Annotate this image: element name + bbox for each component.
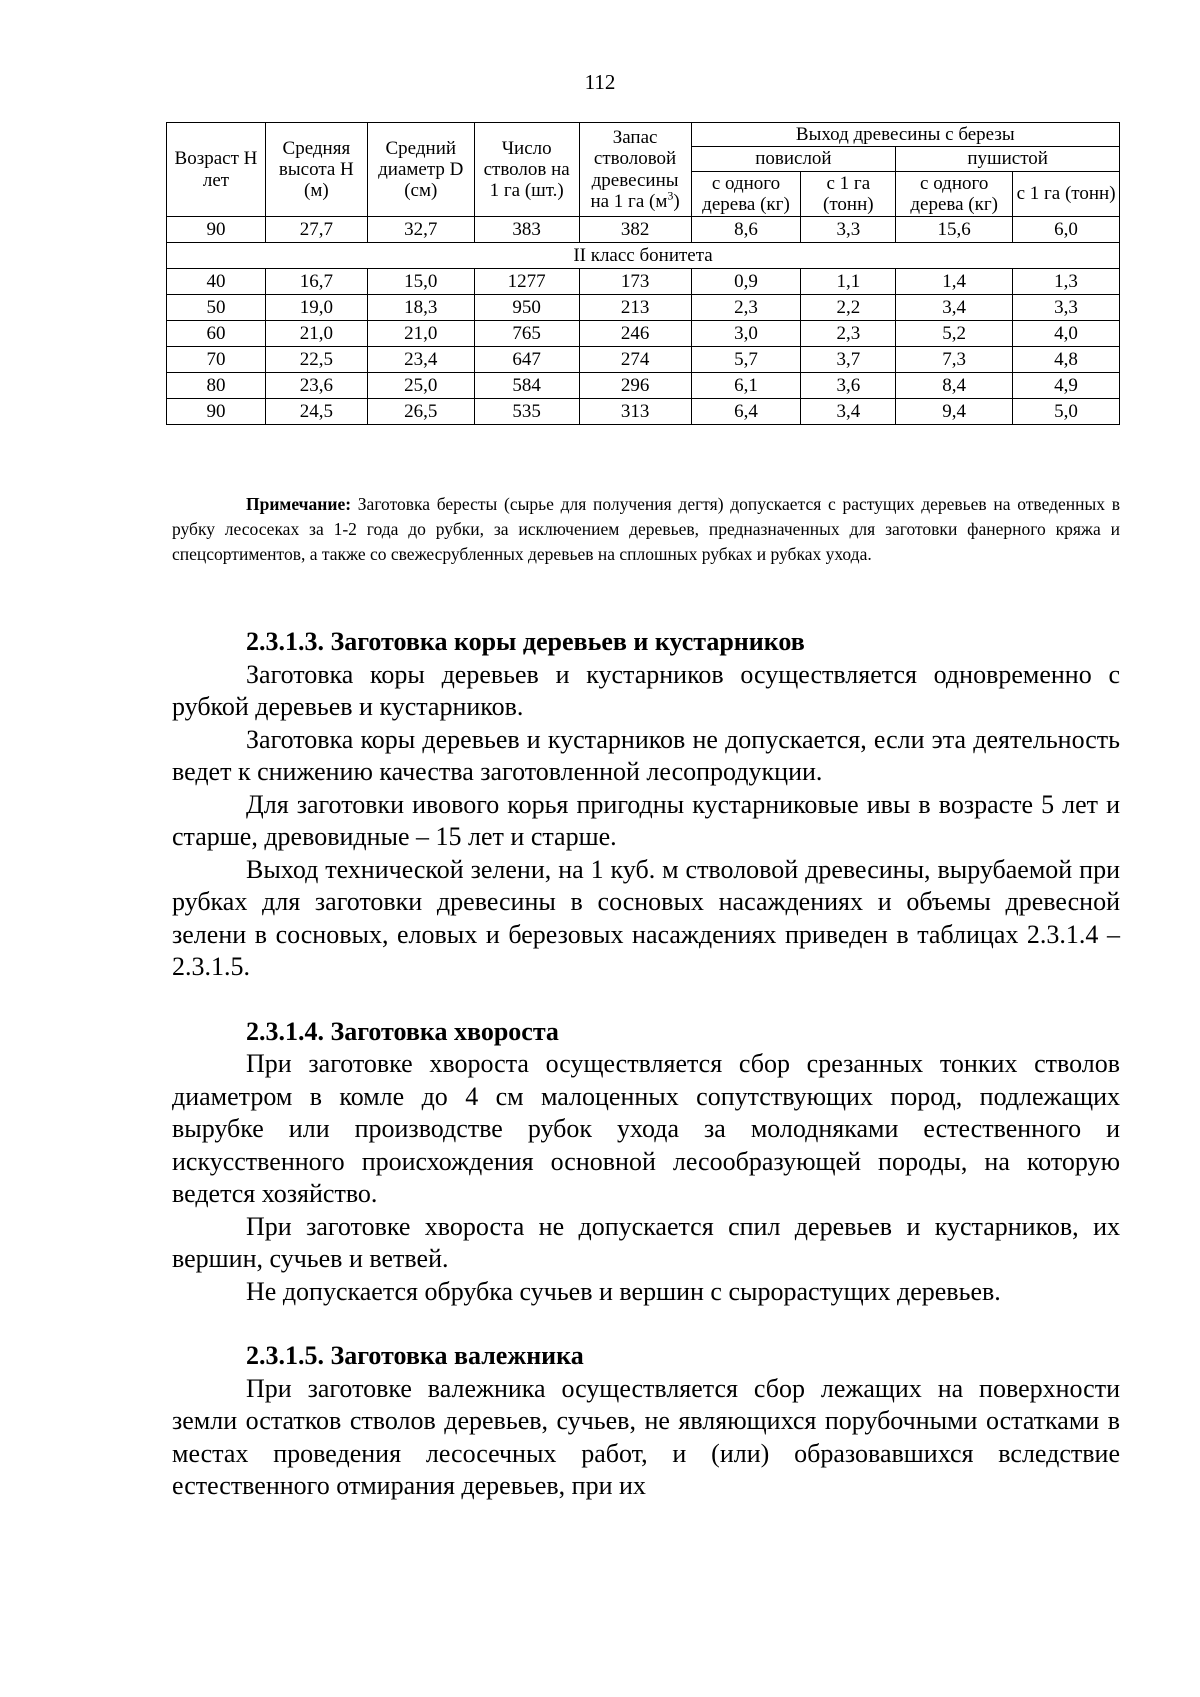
note-label: Примечание: <box>246 494 352 514</box>
table-cell: 25,0 <box>367 373 474 399</box>
table-cell: 15,6 <box>896 217 1013 243</box>
table-row <box>167 295 1120 321</box>
table-cell: 5,7 <box>691 347 801 373</box>
table-cell: 70 <box>167 347 266 373</box>
table-cell: 21,0 <box>265 321 367 347</box>
header-yield-group: Выход древесины с березы <box>691 123 1119 147</box>
table-cell: 2,2 <box>801 295 896 321</box>
header-stock: Запас стволовой древесины на 1 га $(м^3)$ <box>579 123 691 217</box>
table-cell: 950 <box>474 295 579 321</box>
table-row <box>167 373 1120 399</box>
table-cell: 4,0 <box>1013 321 1120 347</box>
table-cell: 173 <box>579 269 691 295</box>
table-cell: 6,1 <box>691 373 801 399</box>
table-cell: 26,5 <box>367 399 474 425</box>
table-cell: 296 <box>579 373 691 399</box>
header-pendula-per-ha: с 1 га (тонн) <box>801 171 896 217</box>
header-stem-count: Число стволов на 1 га (шт.) <box>474 123 579 217</box>
table-cell: 3,0 <box>691 321 801 347</box>
table-cell: 16,7 <box>265 269 367 295</box>
table-cell: 584 <box>474 373 579 399</box>
table-cell: 213 <box>579 295 691 321</box>
page-number: 112 <box>584 70 616 94</box>
section-heading-brushwood: 2.3.1.4. Заготовка хвороста <box>246 1016 559 1046</box>
table-row <box>167 217 1120 243</box>
table-cell: 15,0 <box>367 269 474 295</box>
table-cell: 3,4 <box>801 399 896 425</box>
birch-yield-table <box>166 122 1120 425</box>
paragraph: Не допускается обрубка сучьев и вершин с сырорастущих деревьев. <box>246 1276 1001 1306</box>
table-cell: 40 <box>167 269 266 295</box>
section-heading-bark: 2.3.1.3. Заготовка коры деревьев и кустарников <box>246 627 805 656</box>
table-cell: 90 <box>167 217 266 243</box>
table-body-top <box>167 217 1120 243</box>
table-cell: 27,7 <box>265 217 367 243</box>
table-cell: 19,0 <box>265 295 367 321</box>
table-cell: 7,3 <box>896 347 1013 373</box>
paragraph: При заготовке хвороста осуществляется сбор срезанных тонких стволов диаметром в комле до 4 см малоценных сопутствующих пород, подлежащих вырубке или производстве рубок ухода за молодняками естественного и искусственного происхождения основной лесообразующей породы, на которую ведется хозяйство. <box>172 1049 1120 1208</box>
table-cell: 535 <box>474 399 579 425</box>
site-class-label: II класс бонитета <box>167 243 1120 269</box>
table-cell: 1277 <box>474 269 579 295</box>
header-pubescens-per-ha: с 1 га (тонн) <box>1013 171 1120 217</box>
table-cell: 5,2 <box>896 321 1013 347</box>
table-cell: 32,7 <box>367 217 474 243</box>
table-cell: 24,5 <box>265 399 367 425</box>
table-cell: 22,5 <box>265 347 367 373</box>
paragraph: При заготовке хвороста не допускается спил деревьев и кустарников, их вершин, сучьев и ветвей. <box>172 1211 1120 1273</box>
table-row <box>167 347 1120 373</box>
table-cell: 8,6 <box>691 217 801 243</box>
table-note <box>172 492 1120 567</box>
table-cell: 313 <box>579 399 691 425</box>
table-cell: 6,0 <box>1013 217 1120 243</box>
table-cell: 5,0 <box>1013 399 1120 425</box>
paragraph: Заготовка коры деревьев и кустарников осуществляется одновременно с рубкой деревьев и кустарников. <box>172 659 1120 721</box>
table-cell: 2,3 <box>801 321 896 347</box>
paragraph: Для заготовки ивового корья пригодны кустарниковые ивы в возрасте 5 лет и старше, древовидные – 15 лет и старше. <box>172 789 1120 851</box>
table-cell: 90 <box>167 399 266 425</box>
header-avg-diameter: Средний диаметр D (см) <box>367 123 474 217</box>
table-cell: 4,9 <box>1013 373 1120 399</box>
paragraph: При заготовке валежника осуществляется сбор лежащих на поверхности земли остатков стволов деревьев, сучьев, не являющихся порубочными остатками в местах проведения лесосечных работ, и (или) образовавшихся вследствие естественного отмирания деревьев, при их <box>172 1373 1120 1500</box>
table-cell: 21,0 <box>367 321 474 347</box>
table-cell: 246 <box>579 321 691 347</box>
paragraph: Выход технической зелени, на 1 куб. м стволовой древесины, вырубаемой при рубках для заготовки древесины в сосновых насаждениях и объемы древесной зелени в сосновых, еловых и березовых насаждениях приведен в таблицах 2.3.1.4 – 2.3.1.5. <box>172 854 1120 981</box>
header-avg-height: Средняя высота Н (м) <box>265 123 367 217</box>
table-cell: 765 <box>474 321 579 347</box>
table-cell: 9,4 <box>896 399 1013 425</box>
table-cell: 18,3 <box>367 295 474 321</box>
header-pendula-per-tree: с одного дерева (кг) <box>691 171 801 217</box>
table-cell: 2,3 <box>691 295 801 321</box>
table-row <box>167 269 1120 295</box>
paragraph: Заготовка коры деревьев и кустарников не допускается, если эта деятельность ведет к снижению качества заготовленной лесопродукции. <box>172 724 1120 786</box>
table-row <box>167 399 1120 425</box>
table-row <box>167 321 1120 347</box>
table-cell: 8,4 <box>896 373 1013 399</box>
table-cell: 23,4 <box>367 347 474 373</box>
table-cell: 3,3 <box>801 217 896 243</box>
table-cell: 647 <box>474 347 579 373</box>
table-cell: 1,3 <box>1013 269 1120 295</box>
header-pubescens: пушистой <box>896 147 1120 171</box>
body-text <box>172 626 1120 1503</box>
table-body-bottom <box>167 269 1120 425</box>
note-text: Заготовка бересты (сырье для получения дегтя) допускается с растущих деревьев на отведенных в рубку лесосеках за 1-2 года до рубки, за исключением деревьев, предназначенных для заготовки фанерного кряжа и спецсортиментов, а также со свежесрубленных деревьев на сплошных рубках и рубках ухода. <box>172 494 1120 564</box>
table-cell: 50 <box>167 295 266 321</box>
table-cell: 274 <box>579 347 691 373</box>
table-cell: 6,4 <box>691 399 801 425</box>
table-cell: 3,3 <box>1013 295 1120 321</box>
table-cell: 60 <box>167 321 266 347</box>
table-cell: 1,4 <box>896 269 1013 295</box>
table-cell: 23,6 <box>265 373 367 399</box>
table-cell: 1,1 <box>801 269 896 295</box>
table-cell: 0,9 <box>691 269 801 295</box>
table-cell: 3,4 <box>896 295 1013 321</box>
table-cell: 3,7 <box>801 347 896 373</box>
header-pendula: повислой <box>691 147 896 171</box>
section-heading-deadwood: 2.3.1.5. Заготовка валежника <box>246 1341 584 1370</box>
table-cell: 4,8 <box>1013 347 1120 373</box>
header-age: Возраст Н лет <box>167 123 266 217</box>
header-pubescens-per-tree: с одного дерева (кг) <box>896 171 1013 217</box>
table-cell: 382 <box>579 217 691 243</box>
table-cell: 3,6 <box>801 373 896 399</box>
table-cell: 383 <box>474 217 579 243</box>
table-cell: 80 <box>167 373 266 399</box>
